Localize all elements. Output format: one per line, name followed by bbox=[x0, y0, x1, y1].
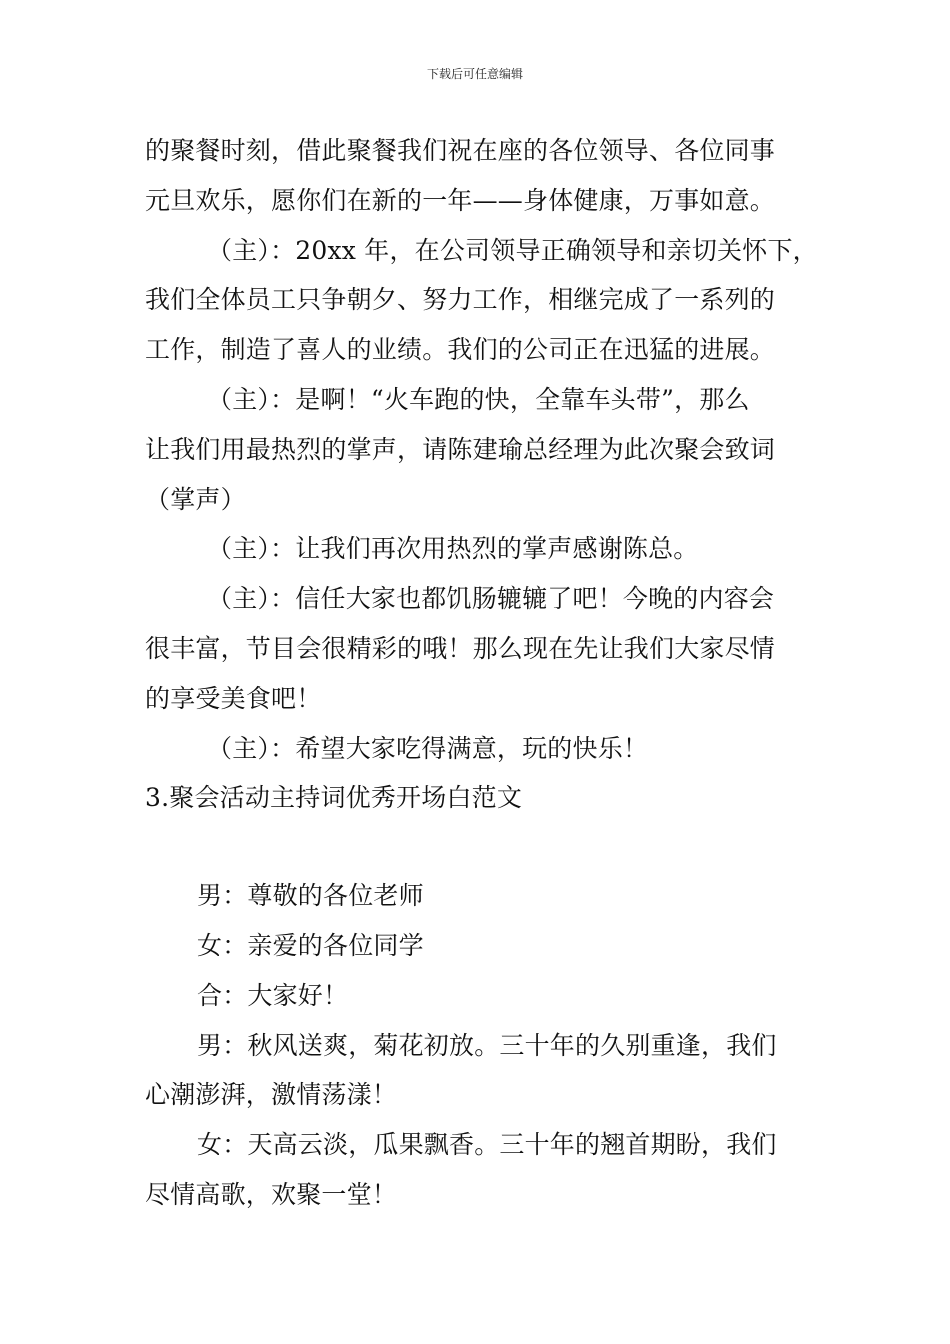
page-header: 下载后可任意编辑 bbox=[426, 67, 523, 81]
paragraph-line: 尽情高歌，欢聚一堂！ bbox=[145, 1179, 398, 1209]
paragraph-line: （主）：20xx 年，在公司领导正确领导和亲切关怀下， bbox=[207, 235, 818, 265]
paragraph-line: 我们全体员工只争朝夕、努力工作，相继完成了一系列的 bbox=[145, 285, 776, 315]
paragraph-line: 女：天高云淡，瓜果飘香。三十年的翘首期盼，我们 bbox=[197, 1130, 777, 1160]
paragraph-line: （掌声） bbox=[145, 484, 246, 514]
paragraph-line: （主）：希望大家吃得满意，玩的快乐！ bbox=[207, 733, 649, 763]
section-heading: 3.聚会活动主持词优秀开场白范文 bbox=[145, 783, 523, 813]
paragraph-line: 很丰富，节目会很精彩的哦！那么现在先让我们大家尽情 bbox=[145, 633, 776, 663]
paragraph-line: 的聚餐时刻，借此聚餐我们祝在座的各位领导、各位同事 bbox=[145, 136, 776, 165]
paragraph-line: 男：秋风送爽，菊花初放。三十年的久别重逢，我们 bbox=[197, 1030, 777, 1060]
paragraph-line: 合：大家好！ bbox=[197, 980, 349, 1010]
document-body bbox=[145, 126, 835, 1220]
paragraph-line: 心潮澎湃，激情荡漾！ bbox=[145, 1080, 398, 1110]
paragraph-line: 女：亲爱的各位同学 bbox=[197, 930, 424, 960]
paragraph-line: 元旦欢乐，愿你们在新的一年——身体健康，万事如意。 bbox=[145, 185, 776, 215]
paragraph-line: 男：尊敬的各位老师 bbox=[197, 881, 424, 911]
paragraph-line: （主）：信任大家也都饥肠辘辘了吧！今晚的内容会 bbox=[207, 584, 775, 614]
paragraph-line: （主）：是啊！“火车跑的快，全靠车头带”，那么 bbox=[207, 384, 750, 414]
paragraph-line: 工作，制造了喜人的业绩。我们的公司正在迅猛的进展。 bbox=[145, 335, 776, 365]
paragraph-line: 让我们用最热烈的掌声，请陈建瑜总经理为此次聚会致词 bbox=[145, 434, 776, 464]
paragraph-line: （主）：让我们再次用热烈的掌声感谢陈总。 bbox=[207, 534, 699, 564]
blank-line bbox=[145, 823, 835, 871]
paragraph-line: 的享受美食吧！ bbox=[145, 683, 322, 713]
